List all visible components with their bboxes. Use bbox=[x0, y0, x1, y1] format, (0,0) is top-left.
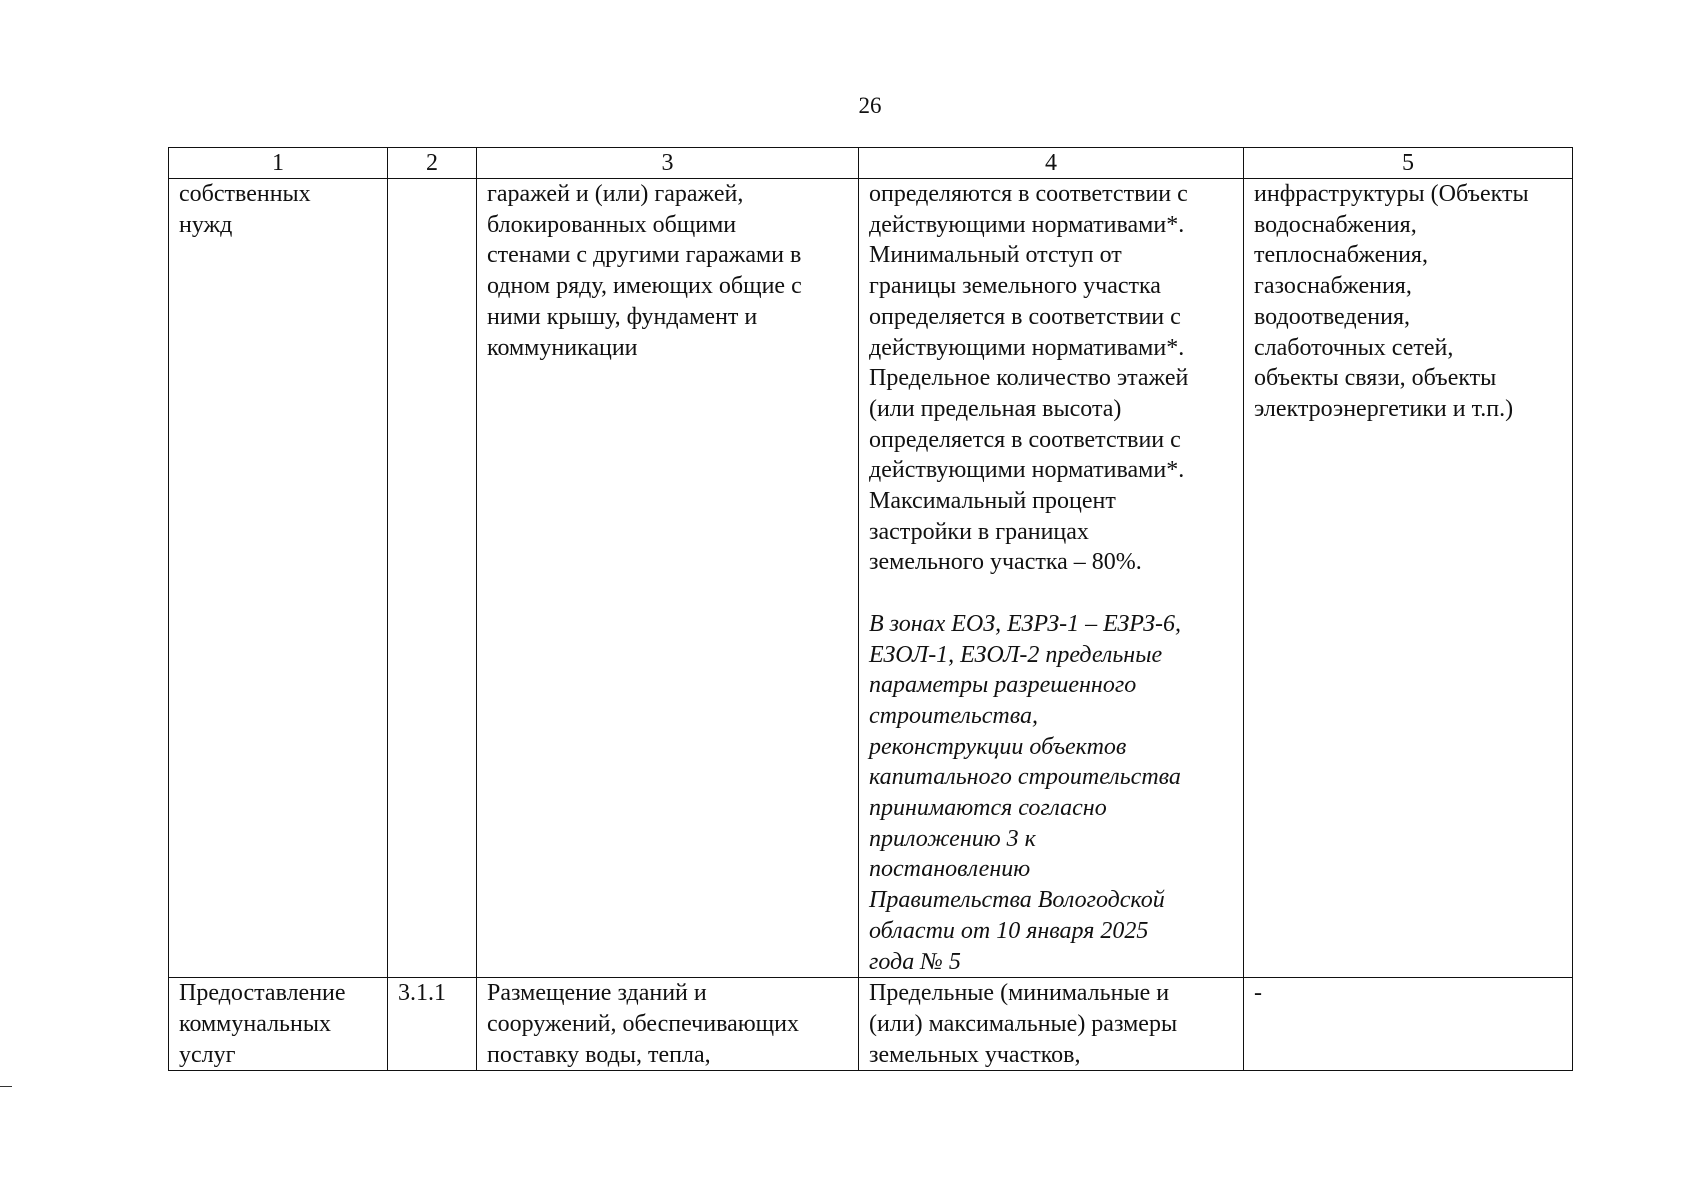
cell-text: Предоставление коммунальных услуг bbox=[179, 980, 346, 1068]
cell-text: инфраструктуры (Объекты водоснабжения, теплоснабжения, газоснабжения, водоотведения, слаботочных сетей, объекты связи, объекты электроэнергетики и т.п.) bbox=[1254, 181, 1529, 422]
table-row bbox=[169, 978, 1573, 1071]
table-row bbox=[169, 179, 1573, 978]
cell-use-name bbox=[169, 179, 388, 978]
cell-text: Размещение зданий и сооружений, обеспечивающих поставку воды, тепла, bbox=[487, 980, 799, 1068]
cell-use-code bbox=[388, 978, 477, 1071]
page-number: 26 bbox=[858, 93, 882, 118]
margin-mark bbox=[0, 1086, 12, 1087]
cell-text: гаражей и (или) гаражей, блокированных общими стенами с другими гаражами в одном ряду, имеющих общие с ними крышу, фундамент и коммуникации bbox=[487, 181, 802, 361]
cell-use-description bbox=[477, 978, 859, 1071]
regulations-table bbox=[168, 147, 1573, 1071]
cell-parameters bbox=[859, 978, 1244, 1071]
cell-text: Предельные (минимальные и (или) максимальные) размеры земельных участков, bbox=[869, 980, 1178, 1068]
paragraph-spacer bbox=[869, 578, 1243, 609]
cell-text: 3.1.1 bbox=[398, 980, 446, 1007]
cell-use-name bbox=[169, 978, 388, 1071]
cell-text: собственных нужд bbox=[179, 181, 311, 238]
column-header-4: 4 bbox=[859, 148, 1244, 179]
column-header-5: 5 bbox=[1244, 148, 1573, 179]
table-header-row bbox=[169, 148, 1573, 179]
column-header-2: 2 bbox=[388, 148, 477, 179]
cell-use-description bbox=[477, 179, 859, 978]
cell-parameters bbox=[859, 179, 1244, 978]
cell-restrictions bbox=[1244, 978, 1573, 1071]
cell-text: - bbox=[1254, 980, 1262, 1007]
column-header-1: 1 bbox=[169, 148, 388, 179]
cell-restrictions bbox=[1244, 179, 1573, 978]
parameters-text: определяются в соответствии с действующими нормативами*. Минимальный отступ от границы земельного участка определяется в соответствии с действующими нормативами*. Предельное количество этажей (или предельная высота) определяется в соответствии с действующими нормативами*. Максимальный процент застройки в границах земельного участка – 80%. bbox=[869, 181, 1189, 576]
column-header-3: 3 bbox=[477, 148, 859, 179]
cell-use-code bbox=[388, 179, 477, 978]
zone-parameters-italic-text: В зонах ЕОЗ, ЕЗРЗ-1 – ЕЗРЗ-6, ЕЗОЛ-1, ЕЗОЛ-2 предельные параметры разрешенного строительства, реконструкции объектов капитального строительства принимаются согласно приложению 3 к постановлению Правительства Вологодской области от 10 января 2025 года № 5 bbox=[869, 610, 1182, 975]
